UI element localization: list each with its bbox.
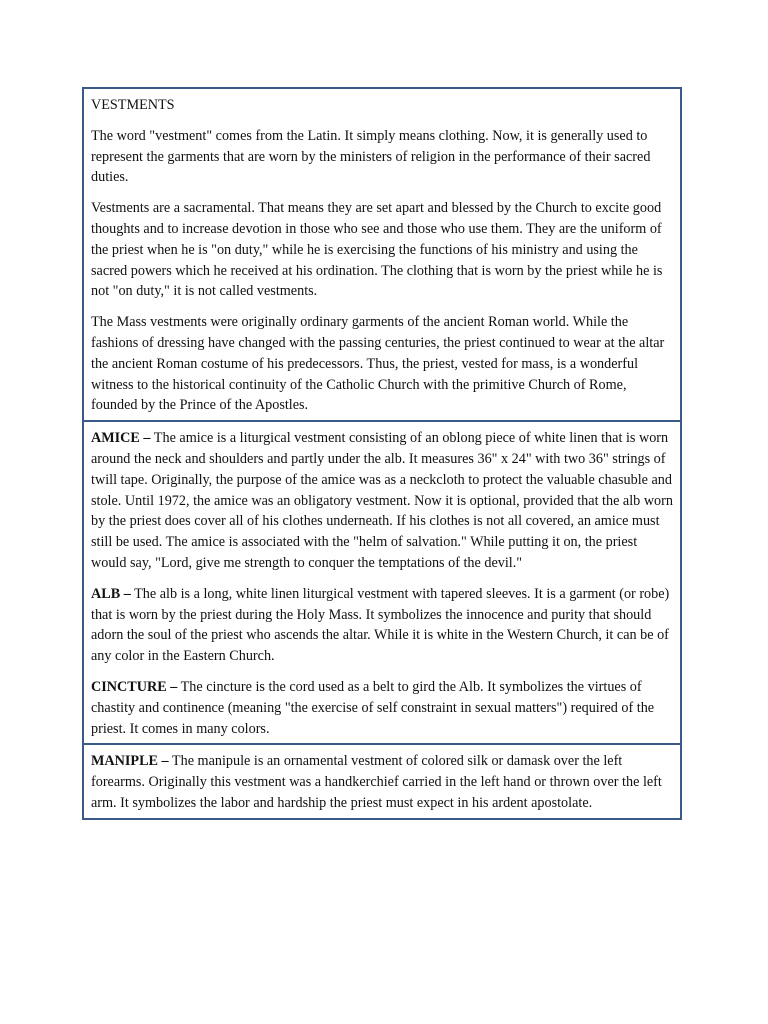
intro-paragraph: Vestments are a sacramental. That means they are set apart and blessed by the Church to excite good thoughts and to increase devotion in those who see and those who use them. They are the uniform of the priest when he is "on duty," while he is exercising the functions of his ministry and using the sacred powers which he received at his ordination. The clothing that is worn by the priest while he is not "on duty," it is not called vestments. (91, 200, 663, 300)
section-heading: VESTMENTS (91, 97, 175, 113)
alb-entry (91, 584, 675, 667)
cincture-description: The cincture is the cord used as a belt to gird the Alb. It symbolizes the virtues of chastity and continence (meaning "the exercise of self constraint in sexual matters") required of the priest. It comes in many colors. (91, 678, 655, 737)
amice-entry (91, 428, 675, 574)
cincture-term: CINCTURE – (91, 678, 178, 695)
amice-box (82, 422, 682, 745)
amice-term: AMICE – (91, 430, 151, 447)
document-page (82, 87, 682, 820)
intro-paragraph: The Mass vestments were originally ordinary garments of the ancient Roman world. While the fashions of dressing have changed with the passing centuries, the priest continued to wear at the altar the ancient Roman costume of his predecessors. Thus, the priest, vested for mass, is a wonderful witness to the historical continuity of the Catholic Church with the primitive Church of Rome, founded by the Prince of the Apostles. (91, 314, 665, 414)
intro-paragraph: The word "vestment" comes from the Latin. It simply means clothing. Now, it is generally used to represent the garments that are worn by the ministers of religion in the performance of their sacred duties. (91, 127, 651, 186)
maniple-term: MANIPLE – (91, 753, 169, 770)
maniple-box (82, 745, 682, 819)
intro-box (82, 87, 682, 422)
cincture-entry (91, 677, 675, 739)
maniple-entry (91, 751, 675, 813)
alb-description: The alb is a long, white linen liturgical vestment with tapered sleeves. It is a garment (or robe) that is worn by the priest during the Holy Mass. It symbolizes the innocence and purity that should adorn the soul of the priest who ascends the altar. While it is white in the Western Church, it can be of any color in the Eastern Church. (91, 585, 670, 665)
maniple-description: The manipule is an ornamental vestment of colored silk or damask over the left forearms. Originally this vestment was a handkerchief carried in the left hand or thrown over the left arm. It symbolizes the labor and hardship the priest must expect in his ardent apostolate. (91, 753, 662, 811)
amice-description: The amice is a liturgical vestment consisting of an oblong piece of white linen that is worn around the neck and shoulders and partly under the alb. It measures 36" x 24" with two 36" strings of twill tape. Originally, the purpose of the amice was as a neckcloth to protect the valuable chasuble and stole. Until 1972, the amice was an obligatory vestment. Now it is optional, provided that the alb worn by the priest does cover all of his clothes underneath. If his clothes is not all covered, an amice must still be used. The amice is associated with the "helm of salvation." While putting it on, the priest would say, "Lord, give me strength to conquer the temptations of the devil." (91, 430, 673, 571)
alb-term: ALB – (91, 585, 131, 602)
